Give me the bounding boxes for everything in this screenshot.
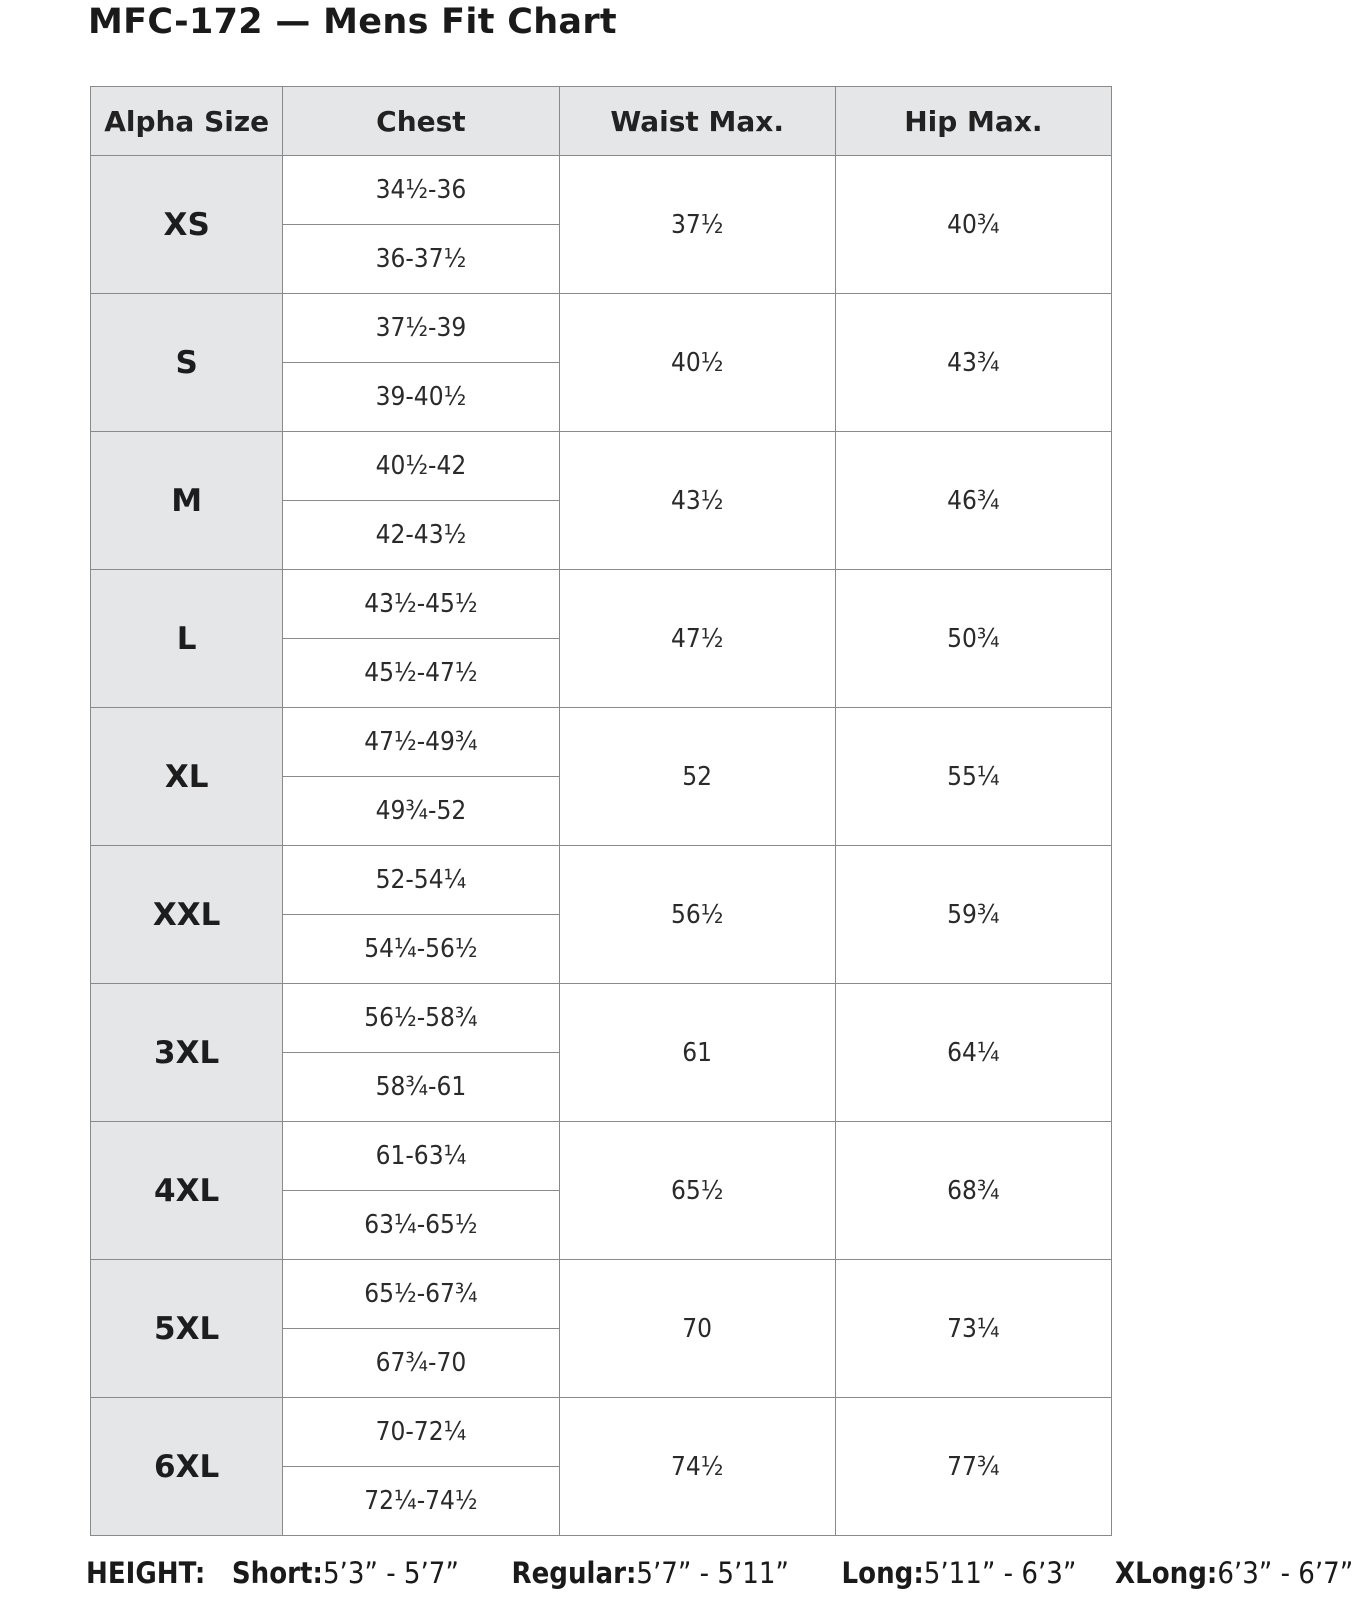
size-cell: L <box>91 570 283 708</box>
header-row <box>91 87 1112 156</box>
table-row <box>91 1260 1112 1329</box>
chest-cell: 36-37½ <box>283 225 559 294</box>
chest-cell: 52-54¼ <box>283 846 559 915</box>
height-long-value: 5’11” - 6’3” <box>923 1556 1077 1590</box>
hip-cell: 40¾ <box>835 156 1111 294</box>
chest-cell: 37½-39 <box>283 294 559 363</box>
height-short-value: 5’3” - 5’7” <box>322 1556 459 1590</box>
height-regular-value: 5’7” - 5’11” <box>636 1556 789 1590</box>
table-row <box>91 708 1112 777</box>
height-xlong-value: 6’3” - 6’7” <box>1217 1556 1353 1590</box>
waist-cell: 70 <box>559 1260 835 1398</box>
chest-cell: 47½-49¾ <box>283 708 559 777</box>
hip-cell: 55¼ <box>835 708 1111 846</box>
hip-cell: 46¾ <box>835 432 1111 570</box>
waist-cell: 43½ <box>559 432 835 570</box>
chest-cell: 45½-47½ <box>283 639 559 708</box>
chest-cell: 54¼-56½ <box>283 915 559 984</box>
fit-chart-table <box>90 86 1112 1536</box>
table-row <box>91 1398 1112 1467</box>
hip-cell: 64¼ <box>835 984 1111 1122</box>
chest-cell: 63¼-65½ <box>283 1191 559 1260</box>
height-regular-label: Regular: <box>511 1556 637 1590</box>
waist-cell: 74½ <box>559 1398 835 1536</box>
size-cell: 5XL <box>91 1260 283 1398</box>
chest-cell: 65½-67¾ <box>283 1260 559 1329</box>
chest-cell: 56½-58¾ <box>283 984 559 1053</box>
size-cell: M <box>91 432 283 570</box>
size-cell: XL <box>91 708 283 846</box>
table-row <box>91 156 1112 225</box>
size-cell: 3XL <box>91 984 283 1122</box>
header-chest: Chest <box>283 87 559 156</box>
hip-cell: 73¼ <box>835 1260 1111 1398</box>
header-alpha-size: Alpha Size <box>91 87 283 156</box>
hip-cell: 43¾ <box>835 294 1111 432</box>
height-long-label: Long: <box>841 1556 924 1590</box>
header-hip-max: Hip Max. <box>835 87 1111 156</box>
hip-cell: 77¾ <box>835 1398 1111 1536</box>
height-label: HEIGHT: <box>86 1556 206 1590</box>
table-row <box>91 294 1112 363</box>
chest-cell: 67¾-70 <box>283 1329 559 1398</box>
chest-cell: 70-72¼ <box>283 1398 559 1467</box>
size-cell: XXL <box>91 846 283 984</box>
chest-cell: 58¾-61 <box>283 1053 559 1122</box>
height-footer <box>86 1556 1353 1590</box>
chest-cell: 72¼-74½ <box>283 1467 559 1536</box>
waist-cell: 56½ <box>559 846 835 984</box>
chart-title: MFC-172 — Mens Fit Chart <box>88 2 617 42</box>
size-rows <box>91 156 1112 1536</box>
chest-cell: 34½-36 <box>283 156 559 225</box>
hip-cell: 50¾ <box>835 570 1111 708</box>
size-cell: XS <box>91 156 283 294</box>
size-cell: 4XL <box>91 1122 283 1260</box>
header-waist-max: Waist Max. <box>559 87 835 156</box>
hip-cell: 68¾ <box>835 1122 1111 1260</box>
waist-cell: 61 <box>559 984 835 1122</box>
chest-cell: 43½-45½ <box>283 570 559 639</box>
chest-cell: 49¾-52 <box>283 777 559 846</box>
waist-cell: 65½ <box>559 1122 835 1260</box>
size-cell: 6XL <box>91 1398 283 1536</box>
hip-cell: 59¾ <box>835 846 1111 984</box>
size-cell: S <box>91 294 283 432</box>
height-short-label: Short: <box>231 1556 323 1590</box>
chest-cell: 42-43½ <box>283 501 559 570</box>
waist-cell: 52 <box>559 708 835 846</box>
table-row <box>91 984 1112 1053</box>
table-row <box>91 1122 1112 1191</box>
table-row <box>91 432 1112 501</box>
chest-cell: 40½-42 <box>283 432 559 501</box>
height-xlong-label: XLong: <box>1114 1556 1218 1590</box>
waist-cell: 47½ <box>559 570 835 708</box>
chest-cell: 61-63¼ <box>283 1122 559 1191</box>
table-row <box>91 846 1112 915</box>
chest-cell: 39-40½ <box>283 363 559 432</box>
table-row <box>91 570 1112 639</box>
waist-cell: 37½ <box>559 156 835 294</box>
waist-cell: 40½ <box>559 294 835 432</box>
